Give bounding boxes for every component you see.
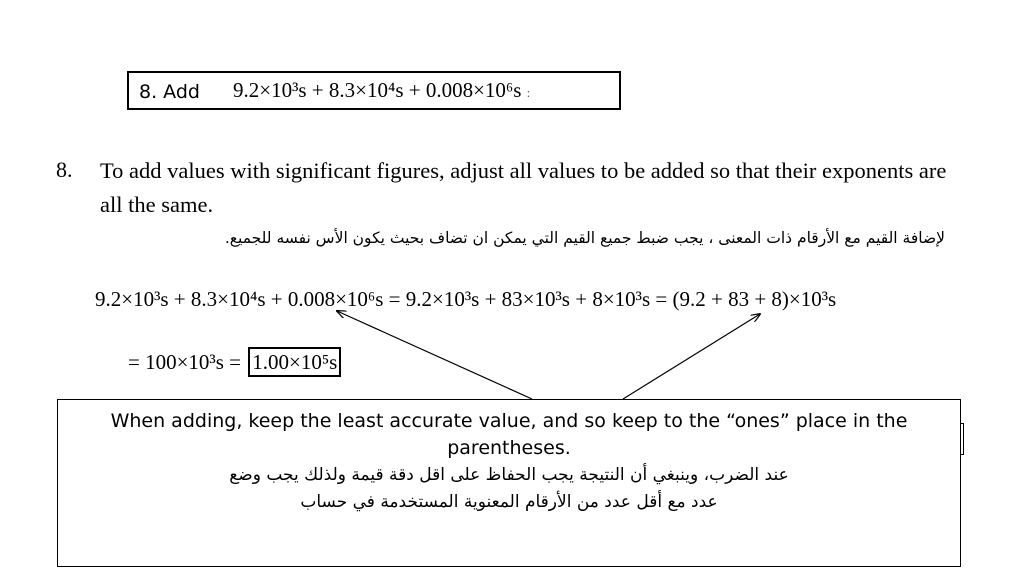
note-arabic-line-1: عند الضرب، وينبغي أن النتيجة يجب الحفاظ على اقل دقة قيمة ولذلك يجب وضع	[229, 465, 789, 485]
arrow-to-0.008-term	[337, 311, 532, 399]
solution-arabic-text: لإضافة القيم مع الأرقام ذات المعنى ، يجب ضبط جميع القيم التي يمكن ان تضاف بحيث يكون الأس نفسه للجميع.	[224, 229, 945, 247]
equation-line-1: 9.2×10³s + 8.3×10⁴s + 0.008×10⁶s = 9.2×10³s + 83×10³s + 8×10³s = (9.2 + 83 + 8)×10³s	[95, 287, 837, 311]
note-arabic-line-2: عدد مع أقل عدد من الأرقام المعنوية المستخدمة في حساب	[300, 492, 718, 512]
solution-text: To add values with significant figures, adjust all values to be added so that their exponents are all the same.	[100, 158, 947, 217]
equation-line-2-prefix: = 100×10³s =	[128, 350, 241, 374]
note-english: When adding, keep the least accurate value, and so keep to the “ones” place in the parentheses.	[110, 410, 908, 459]
question-trailing-mark: :	[526, 85, 531, 100]
arrow-to-ones-place	[623, 314, 760, 399]
solution-number: 8.	[56, 157, 73, 182]
final-answer-box: 1.00×10⁵s	[248, 347, 341, 377]
question-label: 8. Add	[139, 81, 200, 103]
question-expression-text: 9.2×10³s + 8.3×10⁴s + 0.008×10⁶s	[233, 78, 522, 102]
note-box	[57, 399, 961, 567]
